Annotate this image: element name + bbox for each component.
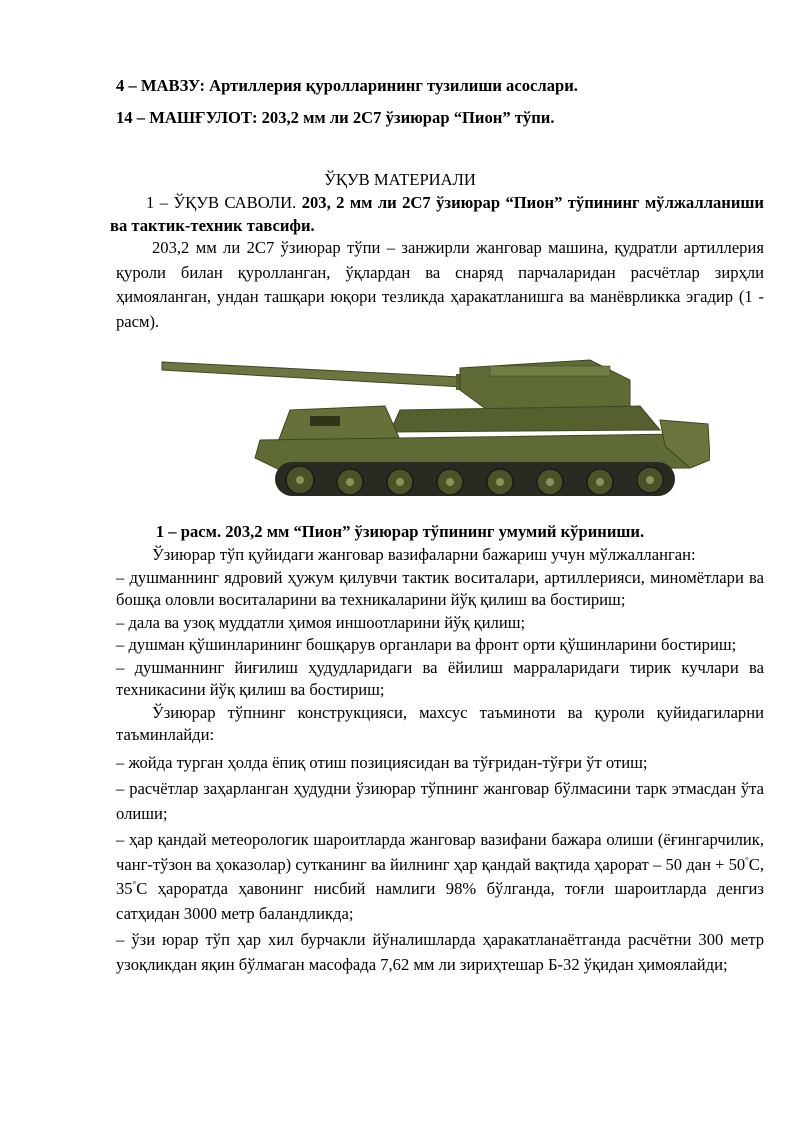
track-assembly [275, 462, 675, 496]
degree-sign: ° [132, 879, 137, 890]
purpose-item: – душманнинг ядровий ҳужум қилувчи тактик воситалари, артиллерияси, миномётлари ва бошқа оловли воситаларини ва техникаларини йўқ қилиш ва бостириш; [116, 567, 764, 609]
body-text [116, 544, 764, 977]
question-prefix: 1 – ЎҚУВ САВОЛИ. [146, 193, 302, 212]
gun-barrel [162, 362, 480, 388]
protection-item: – ўзи юрар тўп ҳар хил бурчакли йўналишларда ҳаракатланаётганда расчётни 300 метр узоқликдан яқин бўлмаган масофада 7,62 мм ли зириҳтешар Б-32 ўқидан ҳимоялайди; [116, 930, 764, 974]
cabin-window [310, 416, 340, 426]
question-bold: 203, 2 мм ли 2С7 ўзиюрар “Пион” тўпининг мўлжалланиши ва тактик-техник тавсифи. [110, 193, 764, 235]
weather-text-2: С, 35 [116, 854, 764, 898]
intro-paragraph: 203,2 мм ли 2С7 ўзиюрар тўпи – занжирли жанговар машина, қудратли артиллерия қуроли билан қуролланган, ўқлардан ва снаряд парчаларидан расчётлар зирҳли ҳимояланган, ундан ташқари юқори тезликда ҳаракатланишга ва манёврликка эгадир (1 - расм). [116, 238, 764, 331]
weather-item [116, 828, 764, 926]
recoil-cylinder [490, 366, 610, 376]
degree-sign: ° [745, 854, 749, 865]
topic-heading: 4 – МАВЗУ: Артиллерия қуролларининг тузилиши асослари. [116, 76, 578, 95]
lesson-heading: 14 – МАШҒУЛОТ: 203,2 мм ли 2С7 ўзиюрар “Пион” тўпи. [116, 108, 555, 127]
design-item: – жойда турган ҳолда ёпиқ отиш позициясидан ва тўғридан-тўғри ўт отиш; [116, 752, 648, 772]
weather-text-1: – ҳар қандай метеорологик шароитларда жанговар вазифани бажара олиши (ёғингарчилик, чанг-тўзон ва ҳоказолар) сутканинг ва йилнинг ҳар қандай вақтида ҳарорат – 50 дан + 50 [116, 830, 764, 874]
gun-mount [390, 406, 660, 432]
purpose-item: – душманнинг йиғилиш ҳудудларидаги ва ёйилиш марраларидаги тирик кучлари ва техникасини йўқ қилиш ва бостириш; [116, 657, 764, 699]
purpose-intro: Ўзиюрар тўп қуйидаги жанговар вазифаларни бажариш учун мўлжалланган: [152, 545, 696, 564]
question-heading [110, 192, 764, 237]
design-intro: Ўзиюрар тўпнинг конструкцияси, махсус таъминоти ва қуроли қуйидагиларни таъминлайди: [116, 702, 764, 744]
material-title: ЎҚУВ МАТЕРИАЛИ [324, 170, 476, 189]
design-item: – расчётлар заҳарланган ҳудудни ўзиюрар тўпнинг жанговар бўлмасини тарк этмасдан ўта олиши; [116, 779, 764, 823]
pion-gun-figure [160, 350, 710, 510]
weather-text-3: С ҳароратда ҳавонинг нисбий намлиги 98% бўлганда, тоғли шароитларда денгиз сатҳидан 3000 метр баландликда; [116, 879, 764, 923]
purpose-item: – душман қўшинларининг бошқарув органлари ва фронт орти қўшинларини бостириш; [116, 635, 737, 654]
figure-caption: 1 – расм. 203,2 мм “Пион” ўзиюрар тўпининг умумий кўриниши. [155, 522, 645, 541]
purpose-item: – дала ва узоқ муддатли ҳимоя иншоотларини йўқ қилиш; [116, 612, 526, 632]
